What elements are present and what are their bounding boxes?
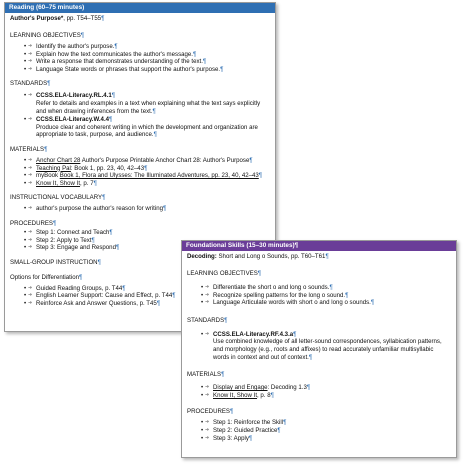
anchor-chart-link[interactable]: Anchor Chart 28 [36, 156, 81, 164]
list-item: • ➜ CCSS.ELA-Literacy.W.4.4¶ Produce clear and coherent writing in which the development and organization are appropriate to task, purpose, and audience.¶ [24, 116, 258, 139]
list-item: • ➜ Step 1: Reinforce the Skill¶ [201, 419, 287, 427]
list-item: • ➜ CCSS.ELA-Literacy.RF.4.3.a¶ Use combined knowledge of all letter-sound correspondences, syllabication patterns, and morphology (e.g., roots and affixes) to read accurately unfamiliar multisyllabic words in context and out of context.¶ [201, 330, 442, 361]
foundational-materials-heading: MATERIALS¶ [187, 371, 225, 379]
list-item: • ➜ Step 3: Apply¶ [201, 434, 253, 442]
foundational-card-header: Foundational Skills (15–30 minutes)¶ [182, 241, 456, 251]
reading-objectives-heading: LEARNING OBJECTIVES¶ [10, 32, 85, 39]
display-and-engage-link[interactable]: Display and Engage [213, 384, 268, 392]
foundational-procedures-heading: PROCEDURES¶ [187, 408, 234, 416]
foundational-materials-list [201, 384, 451, 399]
know-it-show-it-link[interactable]: Know It, Show It [36, 179, 81, 187]
reading-card-header: Reading (60–75 minutes)¶ [5, 3, 275, 13]
foundational-lesson-title: Decoding: Short and Long o Sounds, pp. T60–T61¶ [187, 253, 329, 260]
reading-vocabulary-heading: INSTRUCTIONAL VOCABULARY¶ [10, 194, 106, 202]
list-item: • ➜ Display and Engage: Decoding 1.3¶ [201, 384, 311, 392]
list-item: • ➜ Write a response that demonstrates understanding of the text.¶ [24, 58, 207, 66]
list-item: • ➜ author's purpose the author's reason for writing¶ [24, 205, 167, 213]
list-item: • ➜ Anchor Chart 28 Author's Purpose Printable Anchor Chart 28: Author's Purpose¶ [24, 156, 253, 164]
list-item: • ➜ CCSS.ELA-Literacy.RL.4.1¶ Refer to details and examples in a text when explaining what the text says explicitly and when drawing inferences from the text.¶ [24, 92, 261, 115]
list-item: • ➜ Recognize spelling patterns for the long o sound.¶ [201, 291, 349, 299]
list-item: • ➜ Reinforce Ask and Answer Questions, p. T45¶ [24, 299, 161, 307]
foundational-objectives-heading: LEARNING OBJECTIVES¶ [187, 270, 262, 277]
list-item: • ➜ Teaching Pal: Book 1, pp. 23, 40, 42–43¶ [24, 164, 148, 172]
foundational-objectives-list [201, 284, 451, 307]
list-item: • ➜ Step 1: Connect and Teach¶ [24, 228, 113, 236]
reading-materials-list [24, 157, 270, 187]
reading-standards-list [24, 92, 270, 139]
list-item: • ➜ Language State words or phrases that support the author's purpose.¶ [24, 65, 224, 73]
mybook-link[interactable]: Book 1, Flora and Ulysses: The Illuminated Adventures, pp. 23, 40, 42–43 [59, 172, 259, 180]
list-item: • ➜ Step 3: Engage and Respond¶ [24, 244, 120, 252]
foundational-standards-heading: STANDARDS¶ [187, 316, 228, 324]
teaching-pal-link[interactable]: Teaching Pal [36, 164, 71, 172]
list-item: • ➜ English Learner Support: Cause and Effect, p. T44¶ [24, 292, 176, 300]
list-item: • ➜ Know It, Show It, p. 8¶ [201, 391, 274, 399]
foundational-skills-card [181, 240, 457, 458]
list-item: • ➜ Step 2: Apply to Text¶ [24, 236, 95, 244]
foundational-standards-list [201, 331, 451, 361]
small-group-heading: SMALL-GROUP INSTRUCTION¶ [10, 258, 101, 266]
reading-materials-heading: MATERIALS¶ [10, 145, 48, 153]
list-item: • ➜ Language Articulate words with short o and long o sounds.¶ [201, 299, 375, 307]
reading-procedures-heading: PROCEDURES¶ [10, 219, 57, 227]
list-item: • ➜ Guided Reading Groups, p. T44¶ [24, 284, 126, 292]
list-item: • ➜ myBook Book 1, Flora and Ulysses: The Illuminated Adventures, pp. 23, 40, 42–43¶ [24, 172, 263, 180]
reading-lesson-title: Author's Purpose*, pp. T54–T55¶ [10, 15, 105, 22]
list-item: • ➜ Identify the author's purpose.¶ [24, 43, 118, 50]
list-item: • ➜ Explain how the text communicates the author's message.¶ [24, 50, 197, 58]
list-item: • ➜ Step 2: Guided Practice¶ [201, 426, 281, 434]
options-heading: Options for Differentiation¶ [10, 273, 83, 281]
know-it-show-it-link[interactable]: Know It, Show It [213, 391, 258, 399]
foundational-procedures-list [201, 419, 451, 442]
list-item: • ➜ Know It, Show It, p. 7¶ [24, 179, 97, 187]
reading-vocabulary-list [24, 205, 270, 213]
reading-objectives-list [24, 43, 270, 73]
list-item: • ➜ Differentiate the short o and long o sounds.¶ [201, 284, 333, 291]
reading-standards-heading: STANDARDS¶ [10, 80, 51, 88]
